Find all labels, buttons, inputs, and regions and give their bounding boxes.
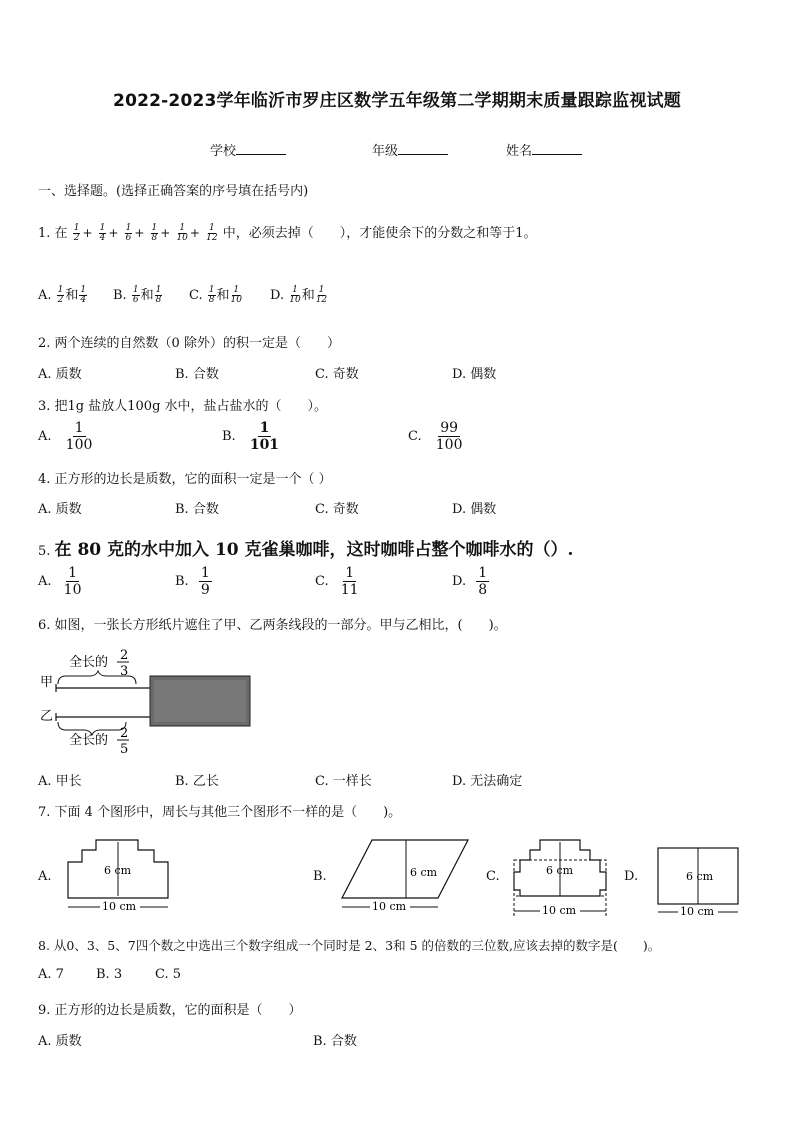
q7-shape-c [506,836,616,920]
q7-shape-b [338,836,473,916]
grade-blank [398,141,448,155]
q1-pre: 在 [54,226,68,241]
name-blank [532,141,582,155]
q7-shape-d-height: 6 cm [686,870,714,883]
q1-fraction: $\frac{1}{4}$ [99,223,106,243]
q7-option-d[interactable]: D. [624,869,639,884]
q1-option-b[interactable]: B. $\frac{1}{6}$ 和 $\frac{1}{8}$ [113,285,162,305]
q5-number: 5. [38,544,51,559]
q1-post: 中，必须去掉（ ），才能使余下的分数之和等于1。 [222,226,537,241]
q2-option-c[interactable]: C. 奇数 [315,367,359,382]
q1-number: 1. [38,226,51,241]
q7-option-a[interactable]: A. [38,869,52,884]
grade-field [372,140,448,159]
q1-option-a[interactable]: A. $\frac{1}{2}$ 和 $\frac{1}{4}$ [38,285,87,305]
q6-top-label: 全长的 [69,655,109,670]
q6-top-d: 3 [120,664,129,679]
q6-jia-label: 甲 [40,675,54,690]
q7-shape-b-outline [342,840,468,898]
school-field [210,140,286,159]
q6-option-a[interactable]: A. 甲长 [38,774,82,789]
q7-shape-d [654,842,746,920]
q8-option-a[interactable]: A. 7 [38,967,64,982]
question-1 [38,222,536,243]
q1-option-d[interactable]: D. $\frac{1}{10}$ 和 $\frac{1}{12}$ [270,285,328,305]
section-header: 一、选择题。(选择正确答案的序号填在括号内) [38,184,309,199]
q7-shape-a [64,836,174,916]
q6-bottom-label: 全长的 [69,733,109,748]
q4-option-c[interactable]: C. 奇数 [315,502,359,517]
q5-option-a[interactable]: A. $\frac{1}{10}$ [38,565,82,598]
q1-fraction: $\frac{1}{2}$ [73,223,80,243]
q2-option-d[interactable]: D. 偶数 [452,367,497,382]
q1-frac-list: $\frac{1}{2}$ + $\frac{1}{4}$ + $\frac{1}{6}$ + $\frac{1}{8}$ + $\frac{1}{10}$ + $\frac{1}{12}$ [73,223,218,243]
q7-shape-b-width: 10 cm [372,900,407,913]
q7-shape-a-height: 6 cm [104,864,132,877]
question-9: 9. 正方形的边长是质数，它的面积是（ ） [38,1003,302,1018]
q9-option-b[interactable]: B. 合数 [313,1034,357,1049]
q3-option-a[interactable]: A. $\frac{1}{100}$ [38,420,93,453]
q6-cover-texture [154,680,246,722]
q4-option-b[interactable]: B. 合数 [175,502,219,517]
q6-bottom-d: 5 [120,742,129,757]
q6-bottom-n: 2 [120,726,129,741]
question-2: 2. 两个连续的自然数（0 除外）的积一定是（ ） [38,336,340,351]
q6-option-d[interactable]: D. 无法确定 [452,774,523,789]
name-field [506,140,582,159]
q7-shape-d-width: 10 cm [680,905,715,918]
q7-option-c[interactable]: C. [486,869,500,884]
q3-option-c[interactable]: C. $\frac{99}{100}$ [408,420,463,453]
q3-option-b[interactable]: B. $\frac{1}{101}$ [222,420,280,453]
q6-option-c[interactable]: C. 一样长 [315,774,372,789]
q7-option-b[interactable]: B. [313,869,327,884]
q2-option-b[interactable]: B. 合数 [175,367,219,382]
question-3: 3. 把1g 盐放人100g 水中，盐占盐水的（ ）。 [38,399,328,414]
q5-option-d[interactable]: D. $\frac{1}{8}$ [452,565,488,598]
q4-option-a[interactable]: A. 质数 [38,502,82,517]
q1-fraction: $\frac{1}{6}$ [125,223,132,243]
grade-label: 年级 [372,144,399,159]
q7-shape-b-height: 6 cm [410,866,438,879]
q9-option-a[interactable]: A. 质数 [38,1034,82,1049]
q6-top-n: 2 [120,648,129,663]
q5-option-c[interactable]: C. $\frac{1}{11}$ [315,565,359,598]
q1-fraction: $\frac{1}{12}$ [206,223,218,243]
school-label: 学校 [210,144,237,159]
question-6: 6. 如图，一张长方形纸片遮住了甲、乙两条线段的一部分。甲与乙相比，( )。 [38,618,507,633]
question-7: 7. 下面 4 个图形中，周长与其他三个图形不一样的是（ )。 [38,805,402,820]
q5-option-b[interactable]: B. $\frac{1}{9}$ [175,565,210,598]
q5-text: 在 80 克的水中加入 10 克雀巢咖啡，这时咖啡占整个咖啡水的（）. [54,540,574,560]
name-label: 姓名 [506,144,533,159]
q1-option-c[interactable]: C. $\frac{1}{8}$ 和 $\frac{1}{10}$ [189,285,242,305]
q6-option-b[interactable]: B. 乙长 [175,774,219,789]
q4-option-d[interactable]: D. 偶数 [452,502,497,517]
q8-option-c[interactable]: C. 5 [155,967,182,982]
q7-shape-a-width: 10 cm [102,900,137,913]
q2-option-a[interactable]: A. 质数 [38,367,82,382]
q7-shape-c-width: 10 cm [542,904,577,917]
question-5 [38,535,573,560]
page-title: 2022-2023学年临沂市罗庄区数学五年级第二学期期末质量跟踪监视试题 [113,91,681,111]
q1-fraction: $\frac{1}{10}$ [176,223,188,243]
q6-yi-label: 乙 [40,709,54,724]
q8-option-b[interactable]: B. 3 [96,967,123,982]
question-8: 8. 从0、3、5、7四个数之中选出三个数字组成一个同时是 2、3和 5 的倍数的三位数,应该去掉的数字是( )。 [38,938,661,953]
question-4: 4. 正方形的边长是质数，它的面积一定是一个（ ） [38,472,332,487]
q7-shape-c-height: 6 cm [546,864,574,877]
q1-fraction: $\frac{1}{8}$ [151,223,158,243]
school-blank [236,141,286,155]
q6-figure [36,640,256,760]
